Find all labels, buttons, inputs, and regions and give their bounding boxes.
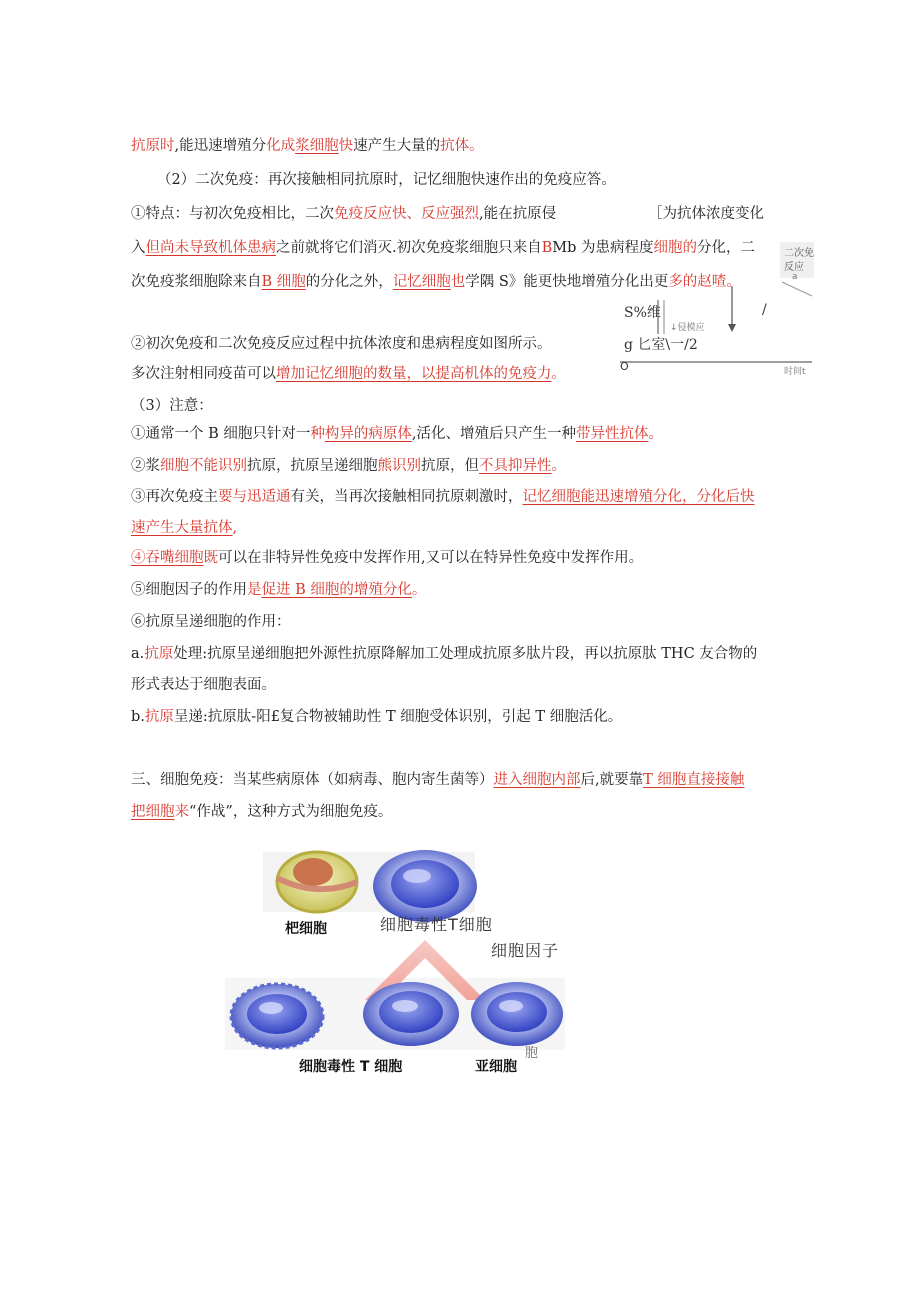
graph-top-label-2: 反应 [784,262,804,273]
text-span: 反应强烈 [421,206,479,222]
text-span: 来 [174,804,189,820]
text-line-1 [131,136,484,156]
text-span: 后,就要靠 [580,772,644,788]
text-span: 可以在非特异性免疫中发挥作用,又可以在特异性免疫中发挥作用。 [218,550,644,566]
text-span: b. [131,709,145,725]
text-span: 抗原时 [131,138,175,154]
text-span: 抗原 [144,709,174,725]
text-span: 多次注射相同疫苗可以 [131,366,276,382]
text-span: 呈递:抗原肽-阳£复合物被辅助性 T 细胞受体识别，引起 T 细胞活化。 [173,709,623,725]
text-span: 促进 B 细胞的增殖分化 [261,582,412,598]
text-span: a. [131,646,145,662]
text-span: 种 [310,426,325,442]
text-line-15: ⑥抗原呈递细胞的作用： [131,614,291,630]
text-span: B 细胞 [261,274,306,290]
text-span: 构异的病原体 [324,426,412,442]
text-span: 抗原，但 [421,458,479,474]
graph-x-label: 时间t [784,367,806,377]
text-span: 不具抑异性 [479,458,552,474]
text-span: 。 [411,582,427,598]
text-span: ,能在抗原侵 [479,206,557,222]
text-span: 要与迅适通 [218,489,291,505]
text-span: 速产生大量的 [353,138,441,154]
text-line-10 [131,456,566,476]
t-cell-top-nucleus [391,860,459,908]
text-span: 熊识别 [377,458,421,474]
text-span: 多的赵喳 [668,274,727,290]
text-line-11 [131,487,755,507]
target-cell-label: 杷细胞 [285,921,327,937]
text-span: 免疫反应快 [334,206,407,222]
graph-bottom-label: g 匕室\一/2 [624,337,698,353]
text-line-9 [131,424,663,444]
graph-top-label-1: 二次免 [784,248,814,259]
text-line-17: 形式表达于细胞表面。 [131,677,276,693]
text-span: 记忆细胞 [392,274,451,290]
text-line-18 [131,707,622,727]
text-span: 抗原 [144,646,174,662]
text-span: ⑤细胞因子的作用 [131,582,247,598]
text-span: 速产生大量抗体 [131,520,233,536]
text-line-2: （2）二次免疫：再次接触相同抗原时，记忆细胞快速作出的免疫应答。 [157,172,616,188]
text-span: ②浆 [131,458,160,474]
text-span: ,能迅速增殖分 [174,138,267,154]
t-cell-bottom-right-highlight [499,1000,523,1012]
text-line-3 [131,204,556,224]
text-span: 记忆细胞能迅速增殖分化，分化后快 [522,489,755,505]
text-span: 。 [648,426,663,442]
graph-left-label: S%维 [624,305,661,321]
text-span: ④吞嘴细胞 [131,550,204,566]
graph-caption: ［为抗体浓度变化 [648,206,764,222]
text-span: 增加记忆细胞的数量，以提高机体的免疫力 [276,366,552,382]
text-span: 。 [551,366,566,382]
t-cell-top-highlight [403,869,431,883]
text-line-20 [131,802,392,822]
text-span: B [541,240,553,256]
text-span: 是 [247,582,262,598]
text-line-8: （3）注意： [131,398,213,414]
text-span: 既 [203,550,218,566]
text-span: 。 [551,458,566,474]
antibody-graph [612,238,817,376]
text-span: 细胞的 [653,240,698,256]
text-span: 入 [131,240,146,256]
text-span: 带异性抗体 [575,426,649,442]
text-span: 的分化之外， [305,274,393,290]
t-cell-bottom-left-highlight [259,1002,283,1014]
text-span: 但尚未导致机体患病 [145,240,276,256]
text-span: 抗体。 [440,138,484,154]
t-cell-bottom-middle-highlight [392,1000,418,1012]
text-span: ③再次免疫主 [131,489,218,505]
cell-immunity-figure [225,848,605,1088]
text-span: 进入细胞内部 [493,772,581,788]
text-span: 化成 [266,138,296,154]
partial-label: 胞 [525,1046,540,1061]
figure-drawing [225,848,605,1088]
text-span: ①特点：与初次免疫相比，二次 [131,206,334,222]
text-span: 学隅 S》能更快地增殖分化出更 [465,274,669,290]
text-span: 抗原，抗原呈递细胞 [247,458,378,474]
text-line-19 [131,770,744,790]
text-line-7 [131,364,566,384]
text-span: 次免疫浆细胞除来自 [131,274,262,290]
text-span: ①通常一个 B 细胞只针对一 [131,426,311,442]
text-span: 浆细胞 [295,138,339,154]
t-cell-bottom-middle-nucleus [379,991,443,1033]
graph-arrow-head [728,324,736,332]
text-span: 快 [338,138,354,154]
text-span: “作战”，这种方式为细胞免疫。 [189,804,393,820]
sub-cell-label: 亚细胞 [475,1059,517,1075]
target-cell-nucleus [293,858,333,886]
text-line-14 [131,580,426,600]
graph-top-label-3: a [792,272,798,282]
text-span: 三、细胞免疫：当某些病原体（如病毒、胞内寄生菌等） [131,772,494,788]
t-cell-bottom-left-nucleus [247,994,307,1034]
text-span: Mb 为患病程度 [552,240,654,256]
text-line-6: ②初次免疫和二次免疫反应过程中抗体浓度和患病程度如图所示。 [131,336,552,352]
text-span: 有关，当再次接触相同抗原刺激时， [290,489,523,505]
cytokine-label: 细胞因子 [491,941,560,960]
t-cell-bottom-right-nucleus [487,992,547,1032]
cytotoxic-bottom-label: 细胞毒性 T 细胞 [299,1059,403,1075]
text-span: 分化，二 [697,240,756,256]
text-line-16 [131,644,757,664]
graph-origin: O [620,360,629,373]
text-span: T 细胞直接接触 [643,772,745,788]
text-line-12 [131,518,237,538]
text-line-13 [131,548,643,568]
text-span: 把细胞 [131,804,175,820]
graph-inner-label: ↓侵模应 [670,323,705,333]
text-span: 、 [406,206,421,222]
text-span: 细胞不能识别 [160,458,247,474]
text-span: 处理:抗原呈递细胞把外源性抗原降解加工处理成抗原多肽片段，再以抗原肽 THC 友合物的 [173,646,758,662]
cytotoxic-top-label: 细胞毒性T细胞 [380,915,493,934]
text-span: 也 [450,274,466,290]
text-span: 。 [726,274,741,290]
graph-slash-label: / [762,302,767,318]
text-span: ,活化、增殖后只产生一种 [411,426,576,442]
graph-curve [782,282,812,296]
text-span: , [232,520,238,536]
text-span: 之前就将它们消灭.初次免疫浆细胞只来自 [276,240,542,256]
